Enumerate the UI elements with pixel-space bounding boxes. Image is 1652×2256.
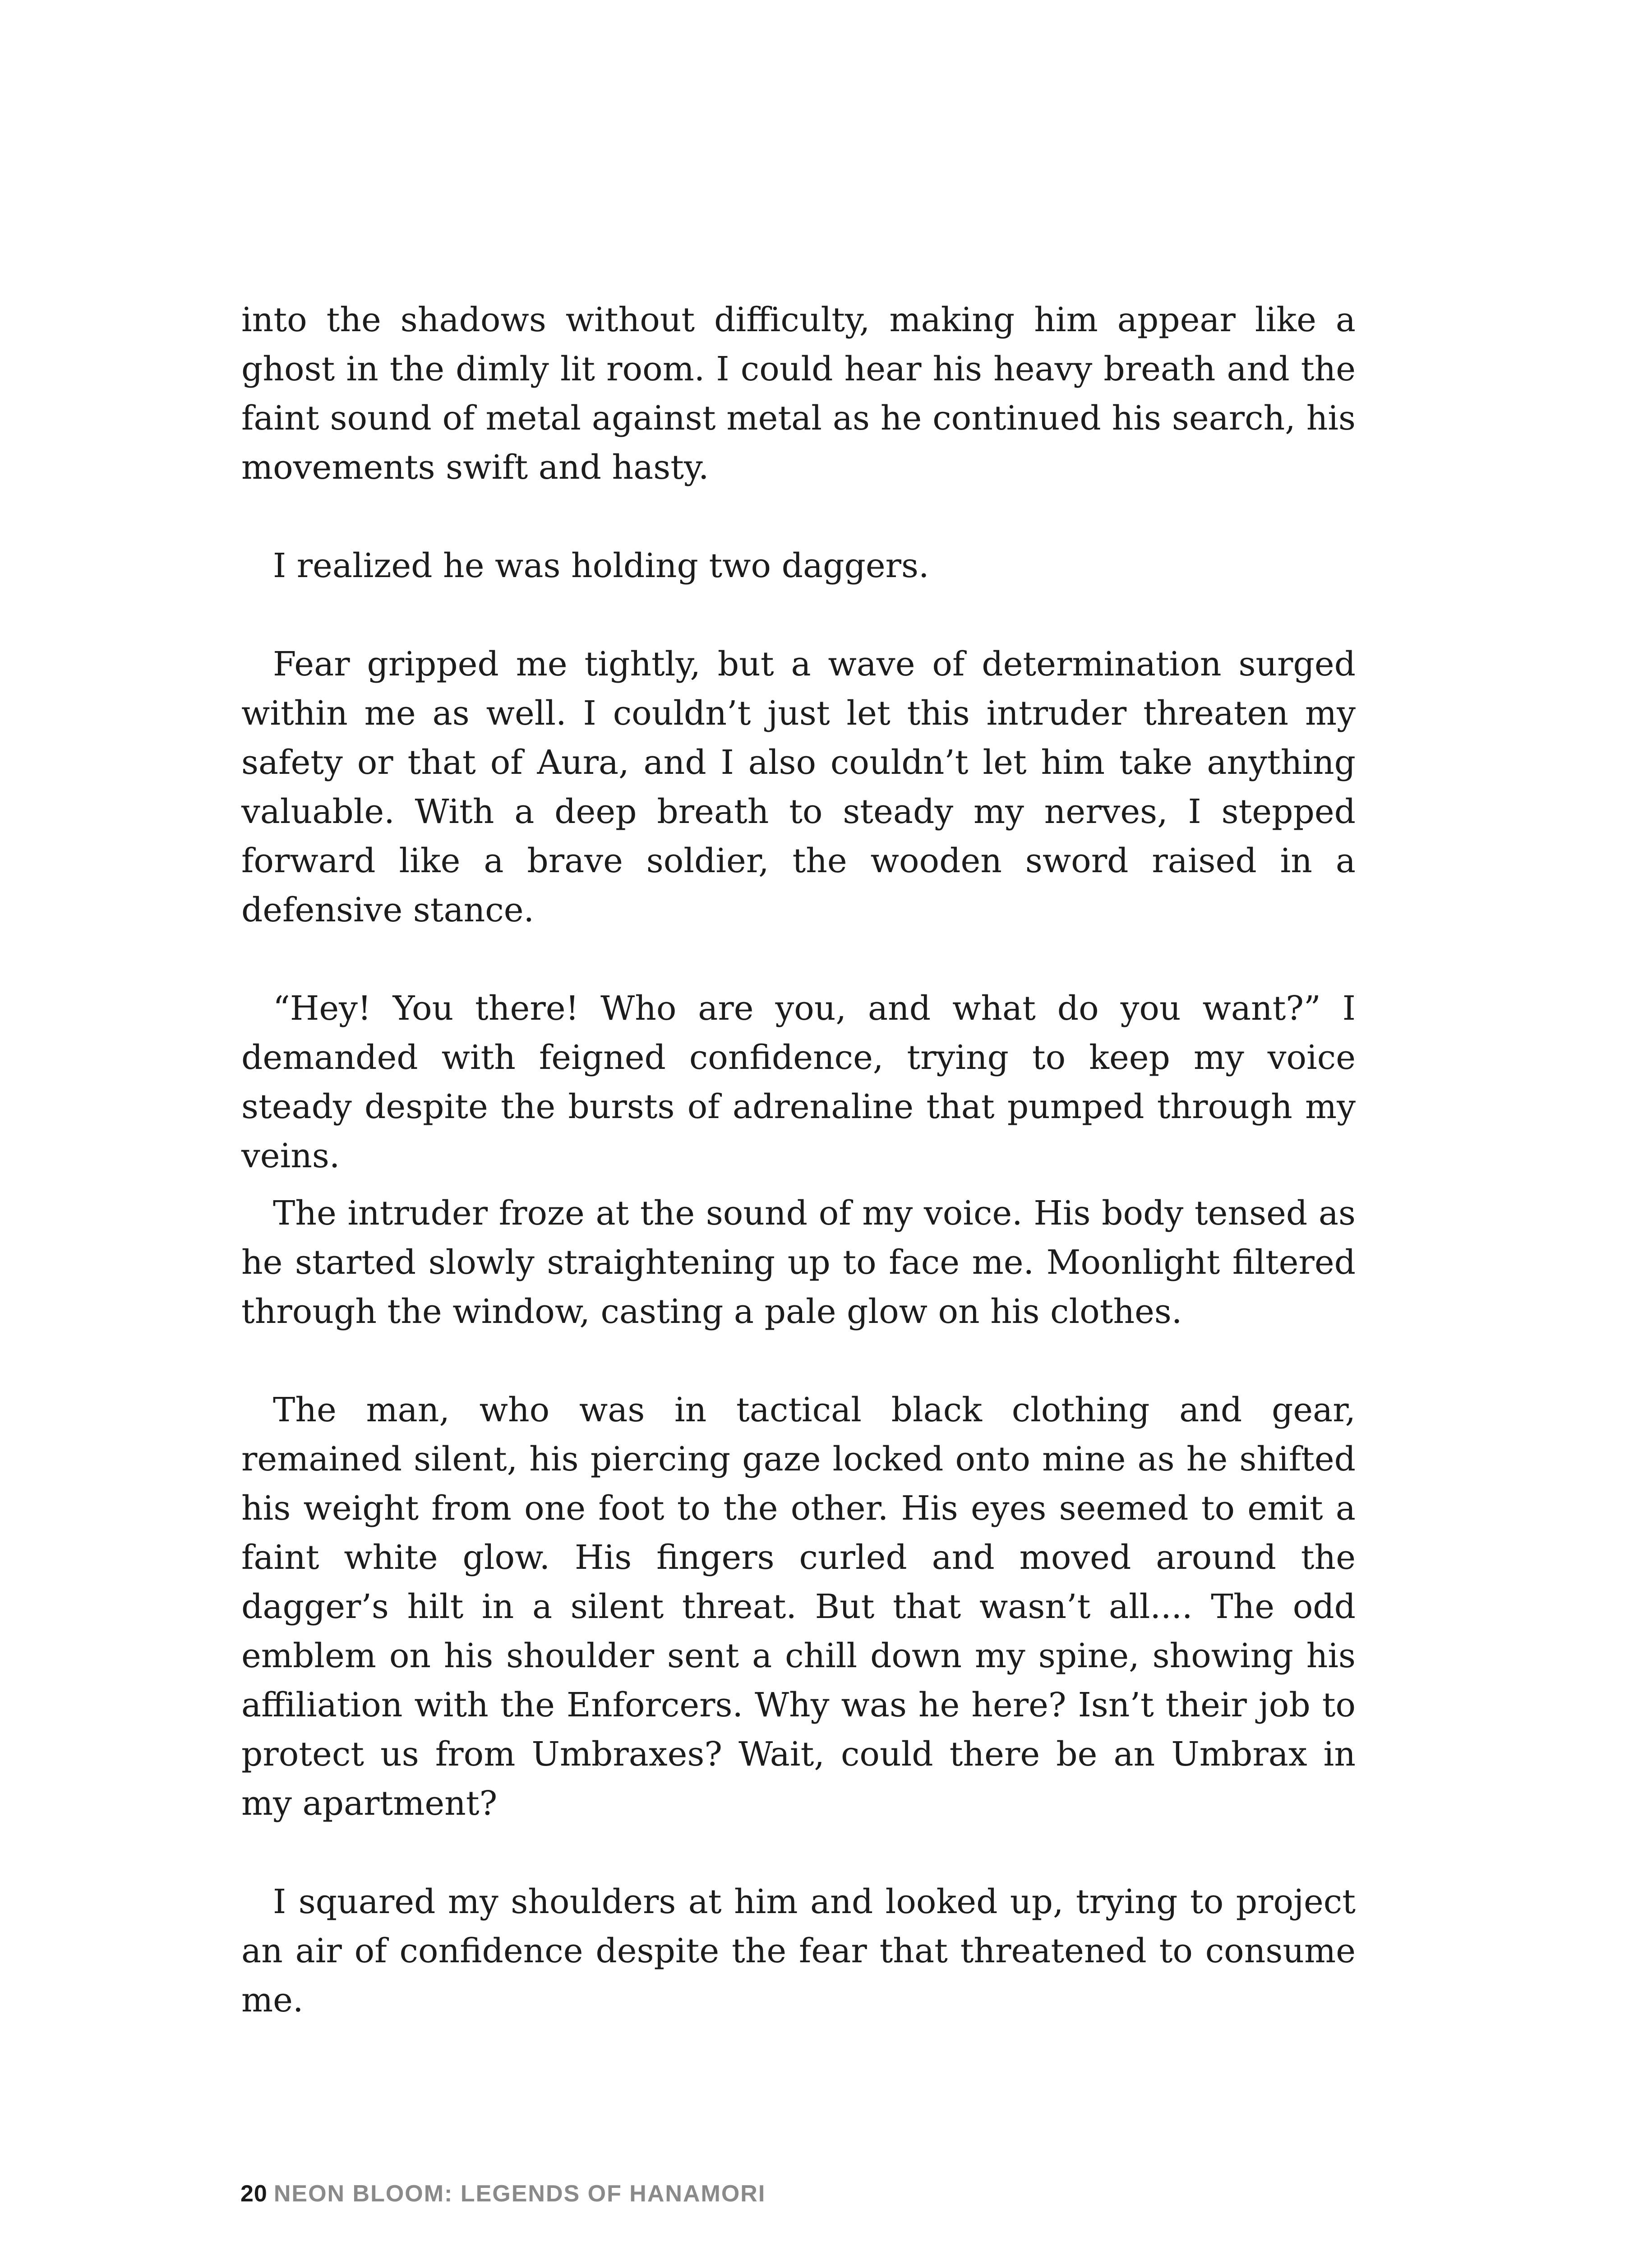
running-title: NEON BLOOM: LEGENDS OF HANAMORI [273, 2181, 766, 2207]
paragraph-daggers: I realized he was holding two daggers. [273, 546, 929, 585]
paragraph-intruder-froze: The intruder froze at the sound of my voice. His body tensed as he started slowly straightening up to face me. Moonlight filtered through the window, casting a pale glow on his clothes. [241, 1194, 1356, 1331]
paragraph-squared-shoulders: I squared my shoulders at him and looked up, trying to project an air of confidence despite the fear that threatened to consume me. [241, 1882, 1356, 2020]
text-section-two [241, 1189, 1356, 2025]
paragraph-spacer [241, 1828, 1356, 1877]
paragraph-spacer [241, 492, 1356, 541]
paragraph-dialogue: “Hey! You there! Who are you, and what do you want?” I demanded with feigned confidence, trying to keep my voice steady despite the bursts of adrenaline that pumped through my veins. [241, 989, 1356, 1175]
page-footer [240, 2180, 766, 2207]
paragraph-spacer [241, 591, 1356, 640]
text-section-one [241, 296, 1356, 1181]
paragraph-continuation: into the shadows without difficulty, making him appear like a ghost in the dimly lit room. I could hear his heavy breath and the faint sound of metal against metal as he continued his search, his movements swift and hasty. [241, 300, 1356, 487]
paragraph-spacer [241, 935, 1356, 984]
paragraph-spacer [241, 1336, 1356, 1386]
paragraph-the-man: The man, who was in tactical black clothing and gear, remained silent, his piercing gaze locked onto mine as he shifted his weight from one foot to the other. His eyes seemed to emit a faint white glow. His fingers curled and moved around the dagger’s hilt in a silent threat. But that wasn’t all.... The odd emblem on his shoulder sent a chill down my spine, showing his affiliation with the Enforcers. Why was he here? Isn’t their job to protect us from Umbraxes? Wait, could there be an Umbrax in my apartment? [241, 1391, 1356, 1823]
paragraph-fear: Fear gripped me tightly, but a wave of determination surged within me as well. I couldn’t just let this intruder threaten my safety or that of Aura, and I also couldn’t let him take anything valuable. With a deep breath to steady my nerves, I stepped forward like a brave soldier, the wooden sword raised in a defensive stance. [241, 645, 1356, 929]
page-number: 20 [240, 2181, 268, 2207]
